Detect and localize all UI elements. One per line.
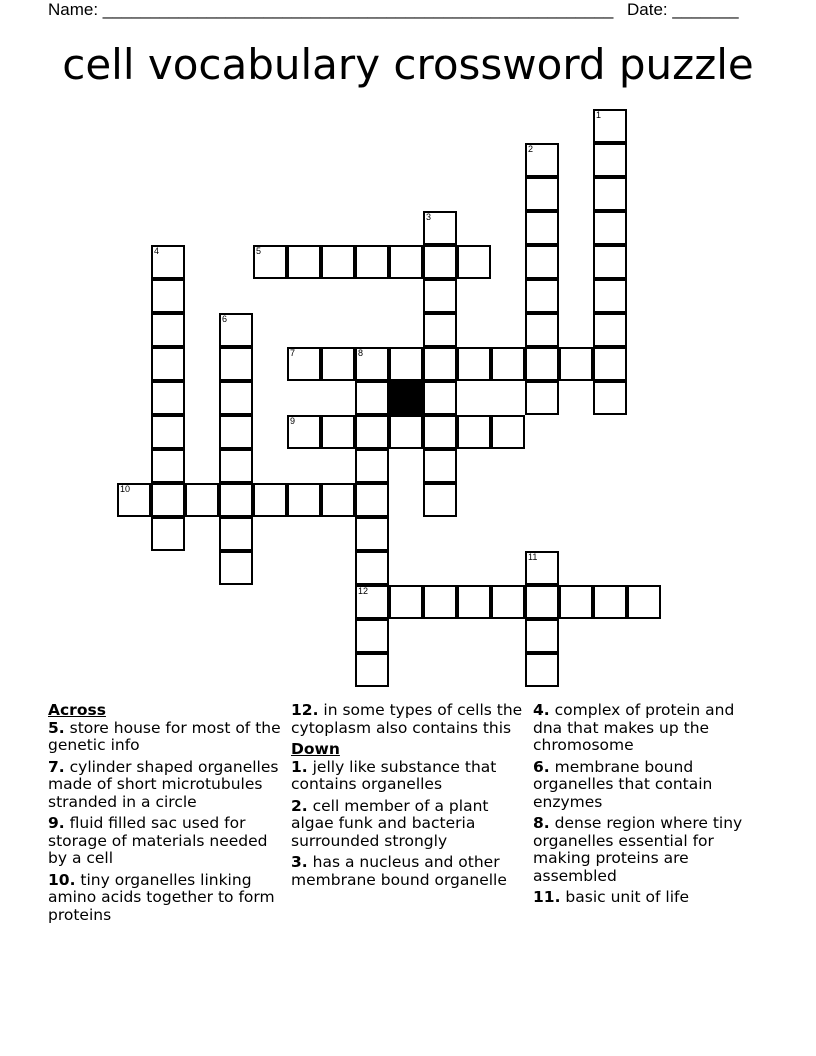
grid-cell[interactable] xyxy=(151,381,185,415)
grid-cell[interactable] xyxy=(151,313,185,347)
clue-num: 11. xyxy=(533,888,561,906)
grid-cell[interactable] xyxy=(355,517,389,551)
clue-number: 4 xyxy=(154,246,160,256)
grid-cell[interactable] xyxy=(559,347,593,381)
clue-num: 8. xyxy=(533,814,550,832)
across-heading: Across xyxy=(48,701,106,719)
clue-num: 4. xyxy=(533,701,550,719)
grid-cell[interactable] xyxy=(389,415,423,449)
grid-cell[interactable] xyxy=(321,483,355,517)
grid-cell[interactable] xyxy=(593,109,627,143)
clue-item xyxy=(291,759,531,794)
clue-num: 1. xyxy=(291,757,308,776)
clue-number: 10 xyxy=(120,484,131,494)
clue-number: 5 xyxy=(256,246,262,256)
clue-number: 7 xyxy=(290,348,296,358)
grid-cell[interactable] xyxy=(525,143,559,177)
grid-cell[interactable] xyxy=(593,381,627,415)
clue-number: 1 xyxy=(596,110,602,120)
grid-cell[interactable] xyxy=(525,211,559,245)
clue-num: 3. xyxy=(291,853,308,871)
clue-item xyxy=(48,720,288,755)
grid-cell[interactable] xyxy=(457,415,491,449)
grid-cell[interactable] xyxy=(457,245,491,279)
grid-cell[interactable] xyxy=(287,415,321,449)
grid-cell[interactable] xyxy=(219,517,253,551)
clue-number: 12 xyxy=(358,586,369,596)
clue-item xyxy=(533,702,768,755)
grid-cell[interactable] xyxy=(593,211,627,245)
grid-cell[interactable] xyxy=(321,245,355,279)
grid-cell[interactable] xyxy=(355,415,389,449)
grid-cell[interactable] xyxy=(151,517,185,551)
grid-cell[interactable] xyxy=(423,483,457,517)
grid-cell[interactable] xyxy=(219,347,253,381)
grid-cell[interactable] xyxy=(355,381,389,415)
clue-num: 6. xyxy=(533,757,550,776)
grid-cell[interactable] xyxy=(253,483,287,517)
grid-cell[interactable] xyxy=(219,449,253,483)
clue-item xyxy=(291,702,531,737)
clue-text: membrane bound organelles that contain enzymes xyxy=(533,757,713,811)
black-cell xyxy=(389,381,423,415)
grid-cell[interactable] xyxy=(355,619,389,653)
name-field: Name: ______________________________________________________ xyxy=(48,0,614,19)
grid-cell[interactable] xyxy=(389,245,423,279)
grid-cell[interactable] xyxy=(423,313,457,347)
clue-number: 6 xyxy=(222,314,228,324)
grid-cell[interactable] xyxy=(219,551,253,585)
clue-text: tiny organelles linking amino acids together to form proteins xyxy=(48,870,275,924)
down-heading: Down xyxy=(291,740,340,758)
grid-cell[interactable] xyxy=(321,415,355,449)
grid-cell[interactable] xyxy=(355,449,389,483)
clue-number: 11 xyxy=(528,552,538,562)
clue-num: 10. xyxy=(48,870,76,889)
date-field: Date: _______ xyxy=(627,0,739,19)
grid-cell[interactable] xyxy=(525,551,559,585)
clue-text: cylinder shaped organelles made of short microtubules stranded in a circle xyxy=(48,757,279,811)
clue-item xyxy=(533,759,768,812)
grid-cell[interactable] xyxy=(321,347,355,381)
grid-cell[interactable] xyxy=(457,347,491,381)
grid-cell[interactable] xyxy=(219,313,253,347)
grid-cell[interactable] xyxy=(355,653,389,687)
grid-cell[interactable] xyxy=(219,483,253,517)
clue-item xyxy=(48,815,288,868)
grid-cell[interactable] xyxy=(423,415,457,449)
grid-cell[interactable] xyxy=(593,177,627,211)
grid-cell[interactable] xyxy=(593,313,627,347)
grid-cell[interactable] xyxy=(525,381,559,415)
grid-cell[interactable] xyxy=(525,313,559,347)
clues-column-3 xyxy=(533,702,768,911)
clue-text: cell member of a plant algae funk and bacteria surrounded strongly xyxy=(291,796,489,850)
clue-item xyxy=(48,872,288,925)
clue-num: 2. xyxy=(291,796,308,815)
grid-cell[interactable] xyxy=(151,449,185,483)
clue-text: fluid filled sac used for storage of materials needed by a cell xyxy=(48,814,268,867)
grid-cell[interactable] xyxy=(219,381,253,415)
grid-cell[interactable] xyxy=(151,483,185,517)
grid-cell[interactable] xyxy=(185,483,219,517)
grid-cell[interactable] xyxy=(423,245,457,279)
grid-cell[interactable] xyxy=(151,415,185,449)
grid-cell[interactable] xyxy=(117,483,151,517)
grid-cell[interactable] xyxy=(151,347,185,381)
grid-cell[interactable] xyxy=(423,449,457,483)
clue-num: 9. xyxy=(48,814,65,832)
clue-text: complex of protein and dna that makes up the chromosome xyxy=(533,701,735,754)
clues-column-2 xyxy=(291,702,531,893)
grid-cell[interactable] xyxy=(593,585,627,619)
grid-cell[interactable] xyxy=(491,415,525,449)
clue-number: 3 xyxy=(426,212,432,222)
page-title: cell vocabulary crossword puzzle xyxy=(62,40,754,89)
grid-cell[interactable] xyxy=(593,143,627,177)
clue-item xyxy=(291,854,531,889)
clue-num: 12. xyxy=(291,701,319,719)
grid-cell[interactable] xyxy=(253,245,287,279)
grid-cell[interactable] xyxy=(593,347,627,381)
grid-cell[interactable] xyxy=(287,483,321,517)
grid-cell[interactable] xyxy=(491,347,525,381)
clue-text: store house for most of the genetic info xyxy=(48,718,281,754)
grid-cell[interactable] xyxy=(355,585,389,619)
grid-cell[interactable] xyxy=(559,585,593,619)
clue-text: in some types of cells the cytoplasm also contains this xyxy=(291,701,523,737)
grid-cell[interactable] xyxy=(627,585,661,619)
clue-text: dense region where tiny organelles essential for making proteins are assembled xyxy=(533,814,743,885)
grid-cell[interactable] xyxy=(423,585,457,619)
grid-cell[interactable] xyxy=(525,245,559,279)
clue-number: 8 xyxy=(358,348,364,358)
grid-cell[interactable] xyxy=(355,483,389,517)
grid-cell[interactable] xyxy=(389,585,423,619)
clue-item xyxy=(533,815,768,885)
grid-cell[interactable] xyxy=(525,177,559,211)
grid-cell[interactable] xyxy=(593,245,627,279)
grid-cell[interactable] xyxy=(355,551,389,585)
grid-cell[interactable] xyxy=(423,211,457,245)
grid-cell[interactable] xyxy=(151,245,185,279)
clue-number: 9 xyxy=(290,416,296,426)
clues-column-1 xyxy=(48,702,288,928)
grid-cell[interactable] xyxy=(355,347,389,381)
clue-item xyxy=(48,759,288,812)
grid-cell[interactable] xyxy=(525,653,559,687)
grid-cell[interactable] xyxy=(525,619,559,653)
grid-cell[interactable] xyxy=(457,585,491,619)
clue-num: 7. xyxy=(48,757,65,776)
clue-number: 2 xyxy=(528,144,534,154)
clue-item xyxy=(533,889,768,907)
grid-cell[interactable] xyxy=(389,347,423,381)
clue-text: jelly like substance that contains organelles xyxy=(291,757,497,793)
grid-cell[interactable] xyxy=(423,347,457,381)
grid-cell[interactable] xyxy=(525,279,559,313)
clue-text: basic unit of life xyxy=(565,888,690,906)
grid-cell[interactable] xyxy=(287,347,321,381)
grid-cell[interactable] xyxy=(593,279,627,313)
grid-cell[interactable] xyxy=(219,415,253,449)
grid-cell[interactable] xyxy=(525,585,559,619)
grid-cell[interactable] xyxy=(355,245,389,279)
grid-cell[interactable] xyxy=(525,347,559,381)
grid-cell[interactable] xyxy=(423,381,457,415)
grid-cell[interactable] xyxy=(151,279,185,313)
clue-text: has a nucleus and other membrane bound organelle xyxy=(291,853,507,889)
grid-cell[interactable] xyxy=(423,279,457,313)
clue-item xyxy=(291,798,531,851)
clue-num: 5. xyxy=(48,718,65,737)
grid-cell[interactable] xyxy=(287,245,321,279)
grid-cell[interactable] xyxy=(491,585,525,619)
